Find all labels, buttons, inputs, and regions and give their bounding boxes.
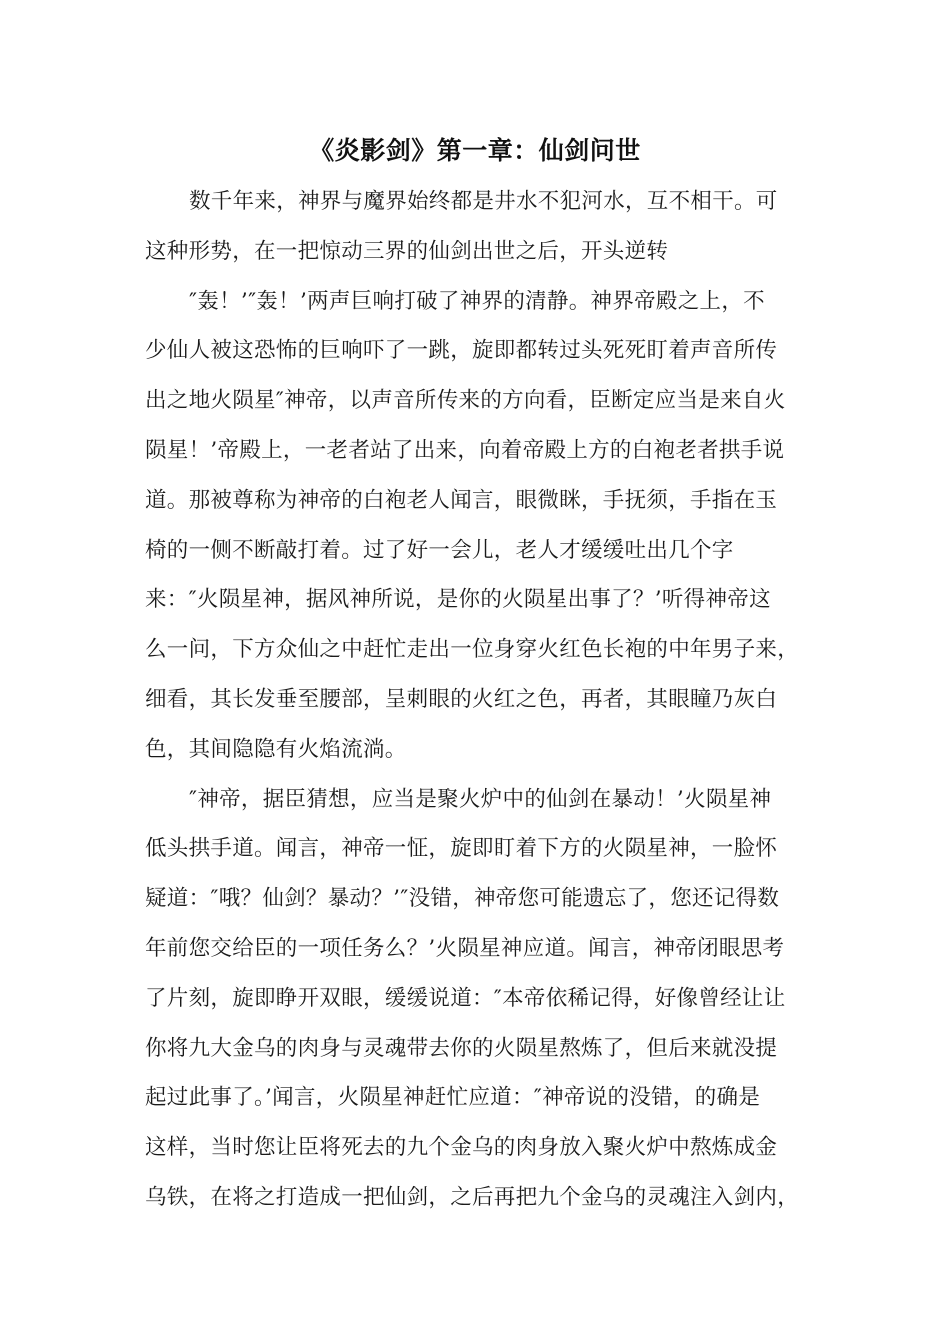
paragraph-1 <box>145 182 820 282</box>
text-line: ″神帝，据臣猜想，应当是聚火炉中的仙剑在暴动！’火陨星神 <box>189 786 772 812</box>
text-line: 了片刻，旋即睁开双眼，缓缓说道：″本帝依稀记得，好像曾经让让 <box>145 985 786 1011</box>
text-line: 这种形势，在一把惊动三界的仙剑出世之后，开头逆转 <box>145 238 669 264</box>
text-line: 少仙人被这恐怖的巨响吓了一跳，旋即都转过头死死盯着声音所传 <box>145 338 778 364</box>
text-line: 数千年来，神界与魔界始终都是井水不犯河水，互不相干。可 <box>189 189 778 214</box>
text-line: 这样，当时您让臣将死去的九个金乌的肉身放入聚火炉中熬炼成金 <box>145 1135 778 1161</box>
text-line: 年前您交给臣的一项任务么？’火陨星神应道。闻言，神帝闭眼思考 <box>145 935 785 961</box>
text-line: 么一问，下方众仙之中赶忙走出一位身穿火红色长袍的中年男子来， <box>145 637 800 663</box>
paragraph-3 <box>145 780 820 1228</box>
chapter-title: 《炎影剑》第一章：仙剑问世 <box>309 136 641 165</box>
paragraph-2 <box>145 282 820 780</box>
text-line: 你将九大金乌的肉身与灵魂带去你的火陨星熬炼了，但后来就没提 <box>145 1035 778 1061</box>
text-line: 道。那被尊称为神帝的白袍老人闻言，眼微眯，手抚须，手指在玉 <box>145 487 778 513</box>
text-line: 乌铁，在将之打造成一把仙剑，之后再把九个金乌的灵魂注入剑内， <box>145 1184 800 1210</box>
text-line: 起过此事了。’闻言，火陨星神赶忙应道：″神帝说的没错，的确是 <box>145 1085 761 1111</box>
text-line: 椅的一侧不断敲打着。过了好一会儿，老人才缓缓吐出几个字 <box>145 537 734 563</box>
text-line: 疑道：″哦？仙剑？暴动？’″没错，神帝您可能遗忘了，您还记得数 <box>145 886 780 912</box>
text-line: 出之地火陨星″神帝，以声音所传来的方向看，臣断定应当是来自火 <box>145 388 786 414</box>
text-line: 细看，其长发垂至腰部，呈刺眼的火红之色，再者，其眼瞳乃灰白 <box>145 686 778 712</box>
text-line: 低头拱手道。闻言，神帝一怔，旋即盯着下方的火陨星神，一脸怀 <box>145 836 778 862</box>
text-line: 来：″火陨星神，据风神所说，是你的火陨星出事了？’听得神帝这 <box>145 587 771 613</box>
text-line: ″轰！’″轰！’两声巨响打破了神界的清静。神界帝殿之上，不 <box>189 288 765 314</box>
text-line: 陨星！’帝殿上，一老者站了出来，向着帝殿上方的白袍老者拱手说 <box>145 437 785 463</box>
text-line: 色，其间隐隐有火焰流淌。 <box>145 736 407 762</box>
document-body <box>145 182 820 1228</box>
